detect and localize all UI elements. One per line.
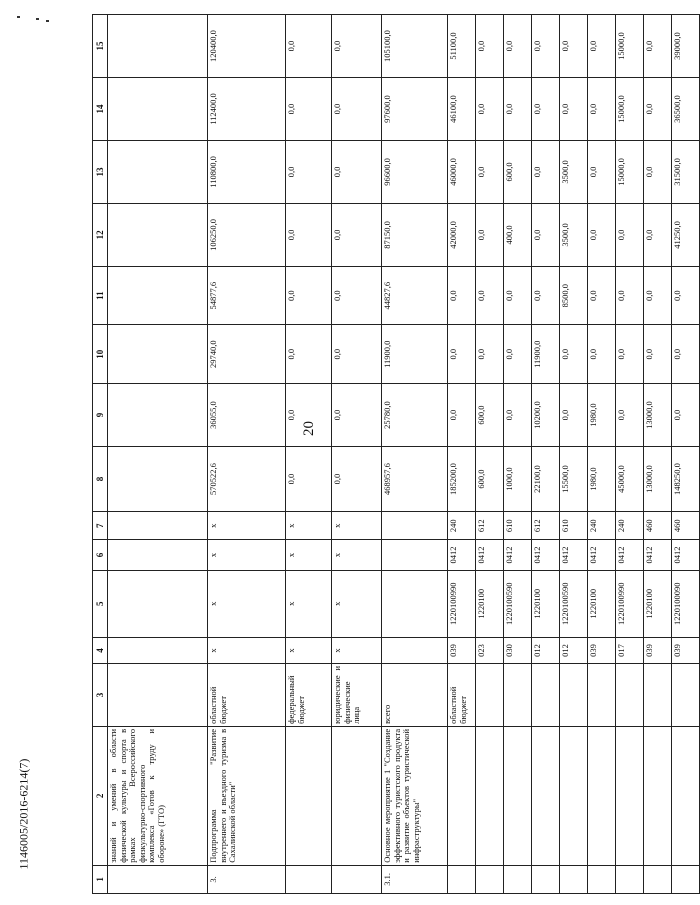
table-cell-col14: 46100,0 — [448, 78, 476, 141]
table-row — [560, 15, 588, 894]
table-cell-col2 — [588, 726, 616, 865]
table-cell-col6: 0412 — [644, 540, 672, 570]
table-cell-col2: Подпрограмма "Развитие внутреннего и въездного туризма в Сахалинской области" — [208, 726, 286, 865]
table-cell-col1: 3.1. — [382, 865, 448, 893]
table-cell-col5: 1220100590 — [560, 570, 588, 637]
table-cell-col7: 240 — [448, 512, 476, 540]
table-cell-col9: 0,0 — [560, 384, 588, 447]
table-cell-col6: x — [208, 540, 286, 570]
table-cell-col13: 600,0 — [504, 140, 532, 203]
table-cell-col4: 012 — [532, 637, 560, 663]
table-cell-col7: 610 — [560, 512, 588, 540]
table-cell-col15: 0,0 — [504, 15, 532, 78]
table-cell-col6: 0412 — [532, 540, 560, 570]
table-cell-col5: x — [208, 570, 286, 637]
table-cell-col7: 612 — [532, 512, 560, 540]
table-cell-col3 — [644, 663, 672, 726]
table-cell-col12: 0,0 — [332, 203, 382, 266]
table-row — [504, 15, 532, 894]
table-cell-col11: 0,0 — [504, 266, 532, 325]
table-cell-col6: 0412 — [616, 540, 644, 570]
col-header: 6 — [93, 540, 108, 570]
table-cell-col8: 15500,0 — [560, 446, 588, 511]
table-cell-col12: 0,0 — [532, 203, 560, 266]
table-cell-col2 — [332, 726, 382, 865]
table-cell-col15: 0,0 — [560, 15, 588, 78]
table-cell-col7 — [382, 512, 448, 540]
table-cell-col3 — [616, 663, 644, 726]
table-cell-col14: 36500,0 — [672, 78, 700, 141]
table-cell-col1 — [672, 865, 700, 893]
table-cell-col12: 0,0 — [644, 203, 672, 266]
table-cell-col1 — [476, 865, 504, 893]
table-cell-col4: 039 — [672, 637, 700, 663]
table-cell-col1 — [108, 865, 208, 893]
table-cell-col7: 612 — [476, 512, 504, 540]
table-cell-col9: 0,0 — [332, 384, 382, 447]
table-cell-col3 — [504, 663, 532, 726]
table-cell-col4: 017 — [616, 637, 644, 663]
table-cell-col8: 185200,0 — [448, 446, 476, 511]
table-cell-col5: 1220100 — [476, 570, 504, 637]
table-row — [382, 15, 448, 894]
col-header: 12 — [93, 203, 108, 266]
table-cell-col1 — [616, 865, 644, 893]
table-cell-col3 — [108, 663, 208, 726]
table-cell-col1 — [332, 865, 382, 893]
table-row — [672, 15, 700, 894]
header-row — [93, 15, 108, 894]
table-cell-col1 — [560, 865, 588, 893]
table-cell-col8 — [108, 446, 208, 511]
table-cell-col2: Основное мероприятие 1 "Создание эффективного туристского продукта и развитие объектов туристической инфраструктуры" — [382, 726, 448, 865]
table-row — [616, 15, 644, 894]
table-cell-col13: 3500,0 — [560, 140, 588, 203]
table-cell-col13: 0,0 — [476, 140, 504, 203]
table-cell-col11: 0,0 — [644, 266, 672, 325]
table-cell-col12: 400,0 — [504, 203, 532, 266]
table-cell-col15: 15000,0 — [616, 15, 644, 78]
table-cell-col12: 0,0 — [476, 203, 504, 266]
table-cell-col6 — [108, 540, 208, 570]
table-cell-col10: 11900,0 — [382, 325, 448, 384]
table-cell-col2 — [286, 726, 332, 865]
table-cell-col9: 13000,0 — [644, 384, 672, 447]
table-cell-col8: 600,0 — [476, 446, 504, 511]
table-cell-col5: 1220100 — [644, 570, 672, 637]
table-cell-col2 — [560, 726, 588, 865]
col-header: 11 — [93, 266, 108, 325]
table-cell-col9: 10200,0 — [532, 384, 560, 447]
table-cell-col4: 023 — [476, 637, 504, 663]
table-cell-col15: 0,0 — [286, 15, 332, 78]
table-cell-col1: 3. — [208, 865, 286, 893]
table-row — [644, 15, 672, 894]
table-cell-col9: 0,0 — [616, 384, 644, 447]
col-header: 4 — [93, 637, 108, 663]
table-cell-col14: 0,0 — [476, 78, 504, 141]
table-cell-col10: 0,0 — [504, 325, 532, 384]
table-cell-col2 — [616, 726, 644, 865]
table-cell-col15 — [108, 15, 208, 78]
table-cell-col11: 0,0 — [532, 266, 560, 325]
table-cell-col5: 1220100990 — [448, 570, 476, 637]
table-cell-col12 — [108, 203, 208, 266]
table-cell-col1 — [588, 865, 616, 893]
table-cell-col15: 0,0 — [644, 15, 672, 78]
table-cell-col10: 0,0 — [332, 325, 382, 384]
table-cell-col5 — [382, 570, 448, 637]
table-cell-col10: 0,0 — [448, 325, 476, 384]
table-cell-col7: 460 — [644, 512, 672, 540]
table-cell-col11: 8500,0 — [560, 266, 588, 325]
table-cell-col1 — [644, 865, 672, 893]
table-cell-col13: 96600,0 — [382, 140, 448, 203]
table-cell-col12: 41250,0 — [672, 203, 700, 266]
table-cell-col10: 29740,0 — [208, 325, 286, 384]
table-cell-col3 — [588, 663, 616, 726]
table-cell-col2 — [672, 726, 700, 865]
table-cell-col5 — [108, 570, 208, 637]
table-cell-col8: 22100,0 — [532, 446, 560, 511]
table-cell-col7: x — [332, 512, 382, 540]
table-cell-col11: 0,0 — [476, 266, 504, 325]
table-row — [332, 15, 382, 894]
table-cell-col10: 0,0 — [616, 325, 644, 384]
table-cell-col15: 120400,0 — [208, 15, 286, 78]
table-cell-col15: 105100,0 — [382, 15, 448, 78]
table-cell-col11 — [108, 266, 208, 325]
table-cell-col11: 0,0 — [332, 266, 382, 325]
table-cell-col15: 0,0 — [588, 15, 616, 78]
table-cell-col6: 0412 — [560, 540, 588, 570]
table-cell-col15: 0,0 — [476, 15, 504, 78]
table-row — [448, 15, 476, 894]
table-cell-col3 — [560, 663, 588, 726]
table-cell-col14: 112400,0 — [208, 78, 286, 141]
table-cell-col8: 0,0 — [332, 446, 382, 511]
table-cell-col9: 600,0 — [476, 384, 504, 447]
table-cell-col14: 0,0 — [560, 78, 588, 141]
budget-table — [92, 14, 700, 894]
table-cell-col7: 460 — [672, 512, 700, 540]
table-cell-col12: 0,0 — [616, 203, 644, 266]
table-cell-col5: 1220100090 — [672, 570, 700, 637]
table-cell-col2 — [476, 726, 504, 865]
table-cell-col13: 0,0 — [286, 140, 332, 203]
table-cell-col9: 1980,0 — [588, 384, 616, 447]
budget-table-rotated — [92, 14, 682, 894]
table-cell-col10: 11900,0 — [532, 325, 560, 384]
col-header: 13 — [93, 140, 108, 203]
table-cell-col13: 0,0 — [332, 140, 382, 203]
table-cell-col2 — [448, 726, 476, 865]
table-row — [208, 15, 286, 894]
table-cell-col13: 110800,0 — [208, 140, 286, 203]
table-cell-col4: 039 — [644, 637, 672, 663]
table-cell-col7: 240 — [588, 512, 616, 540]
table-cell-col9: 0,0 — [286, 384, 332, 447]
table-cell-col6: 0412 — [476, 540, 504, 570]
table-cell-col10 — [108, 325, 208, 384]
col-header: 14 — [93, 78, 108, 141]
table-cell-col2 — [644, 726, 672, 865]
table-cell-col14: 0,0 — [644, 78, 672, 141]
table-row — [476, 15, 504, 894]
table-cell-col11: 0,0 — [616, 266, 644, 325]
table-cell-col14: 0,0 — [286, 78, 332, 141]
table-cell-col10: 0,0 — [560, 325, 588, 384]
table-cell-col1 — [532, 865, 560, 893]
table-row — [286, 15, 332, 894]
table-cell-col14: 15000,0 — [616, 78, 644, 141]
table-cell-col2 — [504, 726, 532, 865]
table-cell-col13: 31500,0 — [672, 140, 700, 203]
table-cell-col6: 0412 — [448, 540, 476, 570]
table-cell-col14: 97600,0 — [382, 78, 448, 141]
table-cell-col13: 0,0 — [588, 140, 616, 203]
table-cell-col3: юридические и физические лица — [332, 663, 382, 726]
col-header: 9 — [93, 384, 108, 447]
table-cell-col14 — [108, 78, 208, 141]
table-cell-col12: 3500,0 — [560, 203, 588, 266]
table-cell-col7: 610 — [504, 512, 532, 540]
table-cell-col4: 012 — [560, 637, 588, 663]
table-cell-col4: 039 — [588, 637, 616, 663]
table-cell-col2: знаний и умений в области физической культуры и спорта в рамках Всероссийского физкультурно-спортивного комплекса «Готов к труду и обороне» (ГТО) — [108, 726, 208, 865]
table-cell-col15: 0,0 — [532, 15, 560, 78]
table-cell-col3: федеральный бюджет — [286, 663, 332, 726]
table-cell-col7 — [108, 512, 208, 540]
table-cell-col3 — [672, 663, 700, 726]
col-header: 3 — [93, 663, 108, 726]
table-cell-col4 — [382, 637, 448, 663]
col-header: 1 — [93, 865, 108, 893]
table-cell-col4: x — [208, 637, 286, 663]
table-cell-col2 — [532, 726, 560, 865]
table-cell-col11: 0,0 — [286, 266, 332, 325]
table-cell-col8: 1000,0 — [504, 446, 532, 511]
table-cell-col8: 570522,6 — [208, 446, 286, 511]
col-header: 15 — [93, 15, 108, 78]
table-cell-col5: x — [332, 570, 382, 637]
table-cell-col14: 0,0 — [588, 78, 616, 141]
table-cell-col13: 0,0 — [532, 140, 560, 203]
table-cell-col10: 0,0 — [672, 325, 700, 384]
table-cell-col8: 13000,0 — [644, 446, 672, 511]
table-cell-col8: 1980,0 — [588, 446, 616, 511]
table-cell-col14: 0,0 — [532, 78, 560, 141]
table-row — [532, 15, 560, 894]
table-row — [108, 15, 208, 894]
table-cell-col11: 54877,6 — [208, 266, 286, 325]
table-cell-col4: x — [286, 637, 332, 663]
table-cell-col11: 0,0 — [672, 266, 700, 325]
table-cell-col13: 15000,0 — [616, 140, 644, 203]
table-cell-col15: 39000,0 — [672, 15, 700, 78]
col-header: 8 — [93, 446, 108, 511]
table-cell-col11: 44827,6 — [382, 266, 448, 325]
table-cell-col12: 87150,0 — [382, 203, 448, 266]
table-cell-col7: x — [286, 512, 332, 540]
table-cell-col12: 0,0 — [588, 203, 616, 266]
table-cell-col8: 468957,6 — [382, 446, 448, 511]
table-cell-col8: 45000,0 — [616, 446, 644, 511]
table-cell-col5: x — [286, 570, 332, 637]
table-cell-col1 — [286, 865, 332, 893]
page-number: 20 — [301, 421, 317, 436]
table-cell-col4: x — [332, 637, 382, 663]
table-cell-col9: 0,0 — [504, 384, 532, 447]
table-cell-col13: 46000,0 — [448, 140, 476, 203]
col-header: 5 — [93, 570, 108, 637]
table-row — [588, 15, 616, 894]
table-cell-col12: 106250,0 — [208, 203, 286, 266]
col-header: 2 — [93, 726, 108, 865]
table-cell-col7: 240 — [616, 512, 644, 540]
table-cell-col6: x — [332, 540, 382, 570]
table-cell-col6: 0412 — [504, 540, 532, 570]
table-cell-col5: 1220100 — [532, 570, 560, 637]
table-cell-col3 — [476, 663, 504, 726]
table-cell-col7: x — [208, 512, 286, 540]
table-cell-col12: 42000,0 — [448, 203, 476, 266]
col-header: 7 — [93, 512, 108, 540]
table-cell-col8: 0,0 — [286, 446, 332, 511]
table-cell-col1 — [448, 865, 476, 893]
table-cell-col13: 0,0 — [644, 140, 672, 203]
table-cell-col9: 36055,0 — [208, 384, 286, 447]
table-cell-col4: 030 — [504, 637, 532, 663]
table-cell-col1 — [504, 865, 532, 893]
table-cell-col6: 0412 — [672, 540, 700, 570]
table-cell-col5: 1220100 — [588, 570, 616, 637]
table-cell-col4: 039 — [448, 637, 476, 663]
table-cell-col9 — [108, 384, 208, 447]
table-cell-col13 — [108, 140, 208, 203]
table-cell-col15: 0,0 — [332, 15, 382, 78]
table-cell-col10: 0,0 — [476, 325, 504, 384]
table-cell-col3: всего — [382, 663, 448, 726]
table-cell-col6 — [382, 540, 448, 570]
table-cell-col15: 51100,0 — [448, 15, 476, 78]
table-cell-col5: 1220100590 — [504, 570, 532, 637]
table-cell-col9: 0,0 — [672, 384, 700, 447]
table-cell-col4 — [108, 637, 208, 663]
table-cell-col10: 0,0 — [588, 325, 616, 384]
table-cell-col11: 0,0 — [588, 266, 616, 325]
table-cell-col12: 0,0 — [286, 203, 332, 266]
table-cell-col9: 25780,0 — [382, 384, 448, 447]
col-header: 10 — [93, 325, 108, 384]
table-cell-col6: x — [286, 540, 332, 570]
footer-code: 1146005/2016-6214(7) — [16, 758, 31, 870]
table-cell-col3: областной бюджет — [208, 663, 286, 726]
table-cell-col10: 0,0 — [286, 325, 332, 384]
table-cell-col14: 0,0 — [332, 78, 382, 141]
table-cell-col6: 0412 — [588, 540, 616, 570]
table-cell-col10: 0,0 — [644, 325, 672, 384]
table-cell-col5: 1220100990 — [616, 570, 644, 637]
table-cell-col9: 0,0 — [448, 384, 476, 447]
table-cell-col8: 148250,0 — [672, 446, 700, 511]
table-cell-col3: областной бюджет — [448, 663, 476, 726]
table-cell-col14: 0,0 — [504, 78, 532, 141]
table-cell-col11: 0,0 — [448, 266, 476, 325]
table-cell-col3 — [532, 663, 560, 726]
